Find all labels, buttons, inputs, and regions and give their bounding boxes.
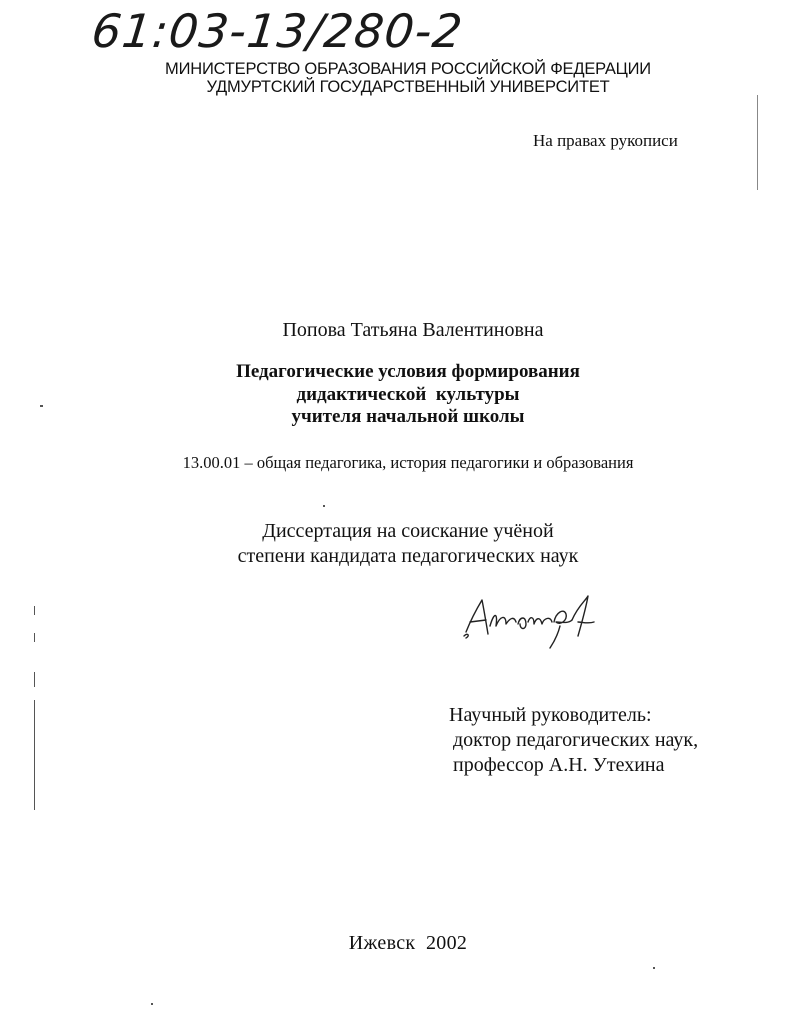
rights-note: На правах рукописи (533, 131, 678, 150)
specialty-code: 13.00.01 – общая педагогика, история педагогики и образования (182, 453, 634, 472)
city-year: Ижевск 2002 (348, 932, 468, 954)
signature-icon (460, 592, 600, 652)
scan-artifact-right-line (757, 95, 758, 190)
ministry-heading: МИНИСТЕРСТВО ОБРАЗОВАНИЯ РОССИЙСКОЙ ФЕДЕРАЦИИ (165, 60, 651, 78)
scan-artifact-left-tick (34, 700, 35, 810)
university-heading: УДМУРТСКИЙ ГОСУДАРСТВЕННЫЙ УНИВЕРСИТЕТ (206, 78, 610, 96)
title-line: Педагогические условия формирования (236, 361, 580, 382)
supervisor-degree: доктор педагогических наук, (453, 729, 699, 751)
scan-artifact-left-tick (34, 672, 35, 687)
scan-artifact-dot (151, 1003, 153, 1005)
scan-artifact-left-tick (34, 606, 35, 615)
degree-line: Диссертация на соискание учёной (262, 520, 554, 542)
supervisor-name: профессор А.Н. Утехина (453, 754, 665, 776)
title-line: учителя начальной школы (291, 406, 525, 427)
dissertation-title (0, 361, 791, 429)
degree-line: степени кандидата педагогических наук (237, 545, 579, 567)
degree-statement (0, 519, 791, 569)
scan-artifact-dot (653, 967, 655, 969)
author-signature (460, 592, 600, 657)
scan-artifact-dot (323, 505, 325, 507)
supervisor-label: Научный руководитель: (449, 704, 652, 726)
title-line: дидактической культуры (296, 383, 520, 405)
scan-artifact-left-tick (34, 633, 35, 642)
supervisor-block (449, 703, 698, 778)
author-name: Попова Татьяна Валентиновна (282, 319, 544, 341)
handwritten-archive-code: 61:03-13/280-2 (89, 4, 466, 58)
